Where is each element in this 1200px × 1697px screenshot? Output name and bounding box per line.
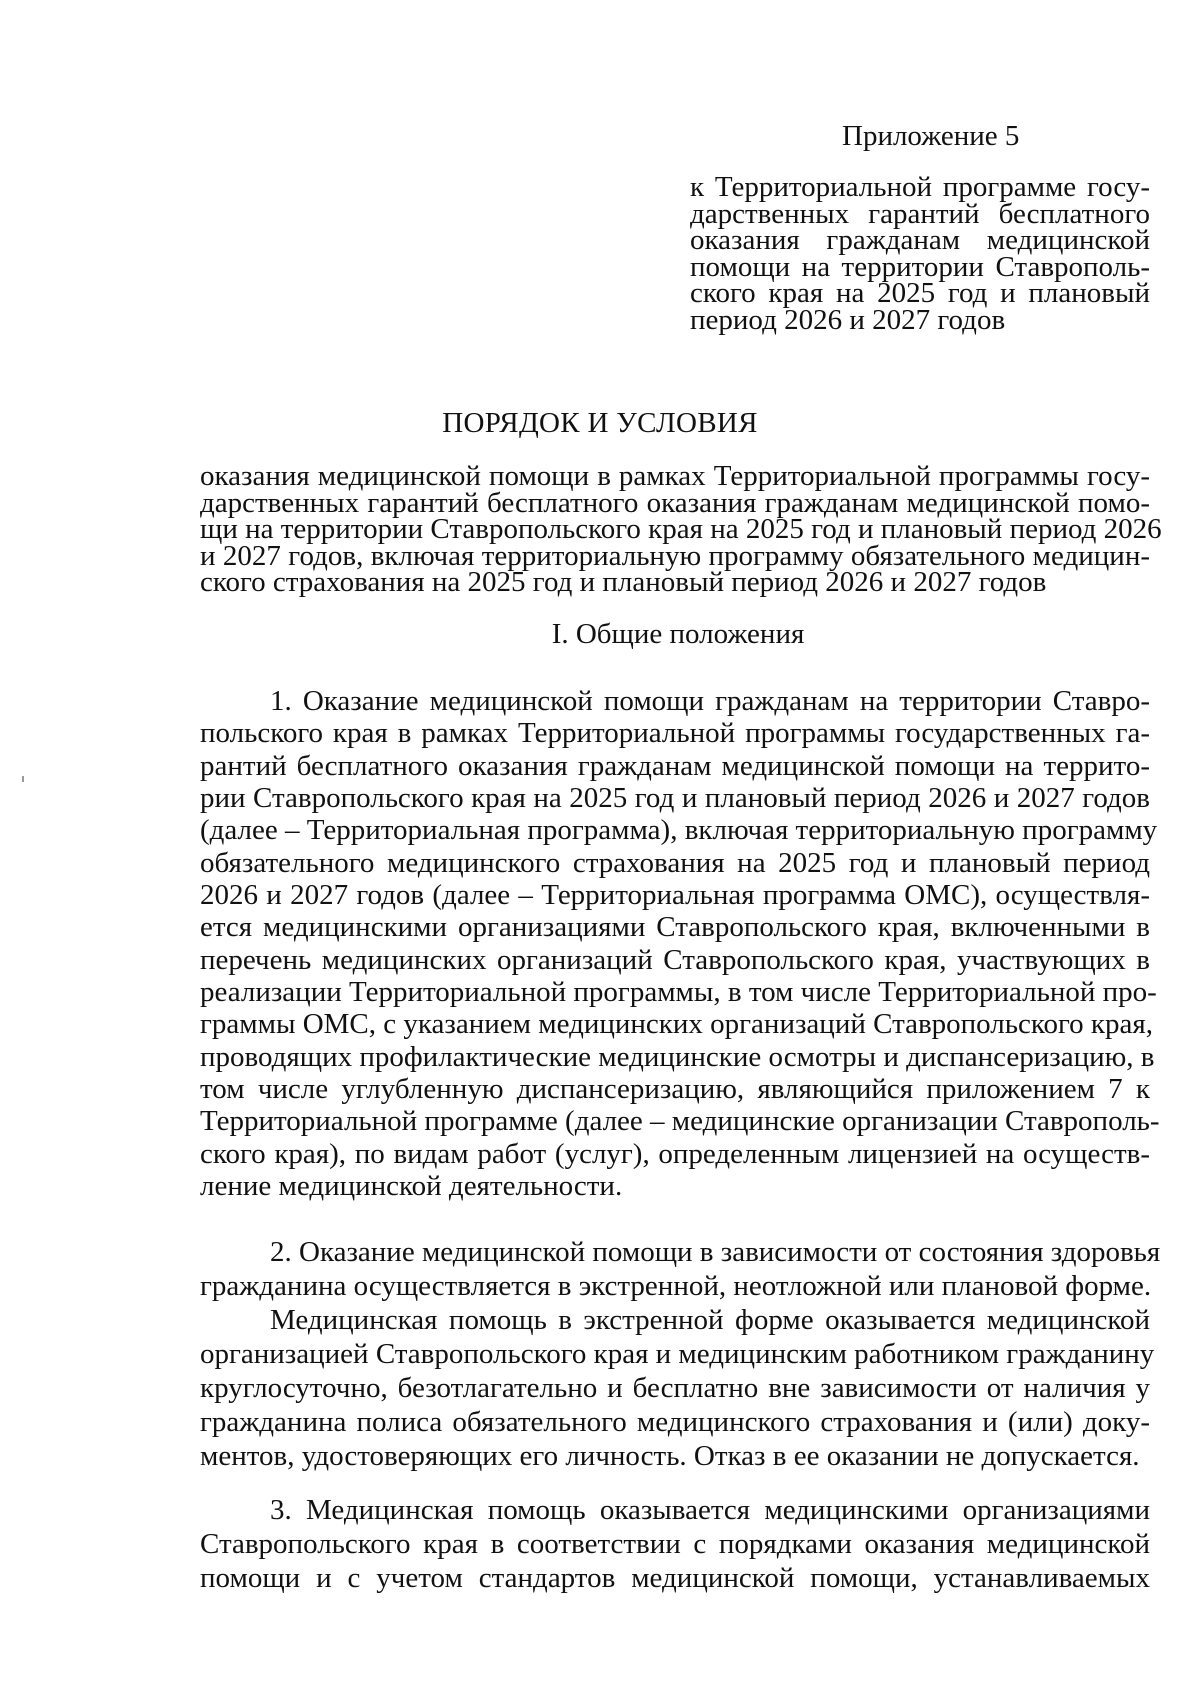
paragraph-1 (200, 685, 1160, 1203)
paragraph-line: Ставропольского края в соответствии с порядками оказания медицинской (200, 1528, 1150, 1560)
section-heading: I. Общие положения (551, 618, 805, 650)
appendix-line: помощи на территории Ставрополь- (690, 250, 1150, 283)
paragraph-line: реализации Территориальной программы, в том числе Территориальной про- (200, 976, 1157, 1009)
subheading-line: ского страхования на 2025 год и плановый период 2026 и 2027 годов (200, 566, 1047, 598)
appendix-line: ского края на 2025 год и плановый (690, 277, 1150, 309)
paragraph-line: круглосуточно, безотлагательно и бесплатно вне зависимости от наличия у (200, 1372, 1150, 1404)
document-heading: ПОРЯДОК И УСЛОВИЯ (442, 407, 758, 439)
paragraph-line: помощи и с учетом стандартов медицинской помощи, устанавливаемых (200, 1562, 1150, 1594)
subheading-line: дарственных гарантий бесплатного оказания гражданам медицинской помо- (200, 486, 1150, 519)
paragraph-line: 3. Медицинская помощь оказывается медицинскими организациями (270, 1494, 1150, 1526)
paragraph-line: Территориальной программе (далее – медицинские организации Ставрополь- (200, 1105, 1160, 1138)
paragraph-line: граммы ОМС, с указанием медицинских организаций Ставропольского края, (200, 1008, 1153, 1041)
paragraph-line: рантий бесплатного оказания гражданам медицинской помощи на террито- (200, 749, 1150, 782)
paragraph-2 (200, 1235, 1161, 1303)
paragraph-line: ется медицинскими организациями Ставропольского края, включенными в (200, 911, 1150, 944)
paragraph-line: ление медицинской деятельности. (200, 1170, 623, 1203)
paragraph-line: 2. Оказание медицинской помощи в зависимости от состояния здоровья (270, 1236, 1161, 1268)
appendix-line: период 2026 и 2027 годов (690, 303, 1006, 336)
paragraph-line: гражданина полиса обязательного медицинского страхования и (или) доку- (200, 1406, 1150, 1438)
paragraph-line: проводящих профилактические медицинские осмотры и диспансеризацию, в (200, 1040, 1155, 1073)
subheading-line: оказания медицинской помощи в рамках Территориальной программы госу- (200, 460, 1150, 492)
document-subheading (200, 460, 1162, 598)
paragraph-line: перечень медицинских организаций Ставропольского края, участвующих в (200, 943, 1150, 976)
subheading-line: и 2027 годов, включая территориальную программу обязательного медицин- (200, 539, 1150, 572)
paragraph-line: 2026 и 2027 годов (далее – Территориальная программа ОМС), осуществля- (200, 879, 1150, 912)
appendix-line: оказания гражданам медицинской (690, 224, 1150, 256)
paragraph-line: обязательного медицинского страхования на 2025 год и плановый период (200, 846, 1150, 879)
appendix-line: дарственных гарантий бесплатного (690, 197, 1150, 230)
paragraph-line: рии Ставропольского края на 2025 год и плановый период 2026 и 2027 годов (200, 782, 1150, 815)
paragraph-line: (далее – Территориальная программа), включая территориальную программу (200, 814, 1158, 847)
paragraph-line: гражданина осуществляется в экстренной, неотложной или плановой форме. (200, 1270, 1152, 1302)
paragraph-3 (200, 1303, 1155, 1473)
appendix-title: Приложение 5 (842, 120, 1020, 152)
paragraph-line: Медицинская помощь в экстренной форме оказывается медицинской (270, 1304, 1150, 1336)
scan-artifact-mark (22, 776, 24, 782)
paragraph-line: том числе углубленную диспансеризацию, являющийся приложением 7 к (200, 1073, 1150, 1106)
paragraph-4 (200, 1493, 1150, 1595)
subheading-line: щи на территории Ставропольского края на 2025 год и плановый период 2026 (200, 513, 1162, 545)
paragraph-line: организацией Ставропольского края и медицинским работником гражданину (200, 1338, 1155, 1370)
appendix-line: к Территориальной программе госу- (690, 171, 1150, 203)
paragraph-line: ского края), по видам работ (услуг), определенным лицензией на осуществ- (200, 1137, 1150, 1170)
paragraph-line: ментов, удостоверяющих его личность. Отказ в ее оказании не допускается. (200, 1440, 1140, 1472)
appendix-reference (690, 171, 1150, 336)
paragraph-line: польского края в рамках Территориальной программы государственных га- (200, 717, 1150, 750)
paragraph-line: 1. Оказание медицинской помощи гражданам на территории Ставро- (270, 685, 1150, 717)
